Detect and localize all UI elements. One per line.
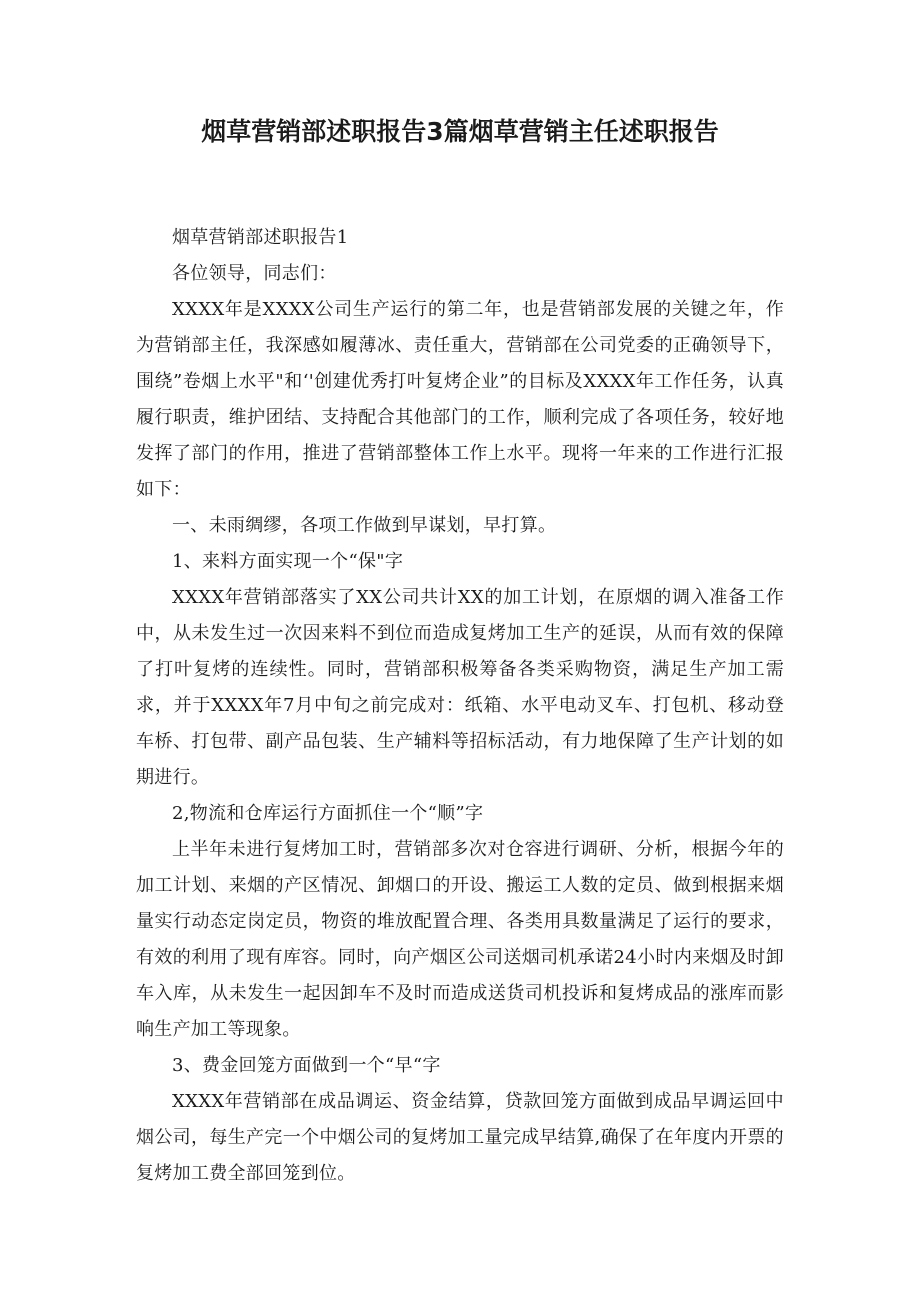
materials-paragraph: XXXX年营销部落实了XX公司共计XX的加工计划，在原烟的调入准备工作中，从未发生过一次因来料不到位而造成复烤加工生产的延误，从而有效的保障了打叶复烤的连续性。同时，营销部积极筹备各类采购物资，满足生产加工需求，并于XXXX年7月中旬之前完成对：纸箱、水平电动叉车、打包机、移动登车桥、打包带、副产品包装、生产辅料等招标活动，有力地保障了生产计划的如期进行。 bbox=[136, 587, 784, 788]
intro-paragraph: XXXX年是XXXX公司生产运行的第二年，也是营销部发展的关键之年，作为营销部主任，我深感如履薄冰、责任重大，营销部在公司党委的正确领导下，围绕”卷烟上水平"和‘'创建优秀打叶复烤企业”的目标及XXXX年工作任务，认真履行职责，维护团结、支持配合其他部门的工作，顺利完成了各项任务，较好地发挥了部门的作用，推进了营销部整体工作上水平。现将一年来的工作进行汇报如下： bbox=[136, 299, 784, 500]
document-body bbox=[136, 220, 784, 1192]
section-heading-report-1: 烟草营销部述职报告1 bbox=[172, 227, 349, 248]
subsection-heading-funds: 3、费金回笼方面做到一个“早“字 bbox=[172, 1055, 441, 1076]
section-heading-1: 一、未雨绸缪，各项工作做到早谋划，早打算。 bbox=[172, 515, 557, 536]
document-title: 烟草营销部述职报告3篇烟草营销主任述职报告 bbox=[201, 117, 719, 146]
logistics-paragraph: 上半年未进行复烤加工时，营销部多次对仓容进行调研、分析，根据今年的加工计划、来烟的产区情况、卸烟口的开设、搬运工人数的定员、做到根据来烟量实行动态定岗定员，物资的堆放配置合理、各类用具数量满足了运行的要求，有效的利用了现有库容。同时，向产烟区公司送烟司机承诺24小时内来烟及时卸车入库，从未发生一起因卸车不及时而造成送货司机投诉和复烤成品的涨库而影响生产加工等现象。 bbox=[136, 839, 784, 1040]
salutation: 各位领导，同志们： bbox=[172, 263, 337, 284]
subsection-heading-materials: 1、来料方面实现一个“保"字 bbox=[172, 551, 404, 572]
funds-paragraph: XXXX年营销部在成品调运、资金结算，贷款回笼方面做到成品早调运回中烟公司，每生产完一个中烟公司的复烤加工量完成早结算,确保了在年度内开票的复烤加工费全部回笼到位。 bbox=[136, 1091, 784, 1184]
subsection-heading-logistics: 2,物流和仓库运行方面抓住一个“顺”字 bbox=[172, 803, 484, 824]
